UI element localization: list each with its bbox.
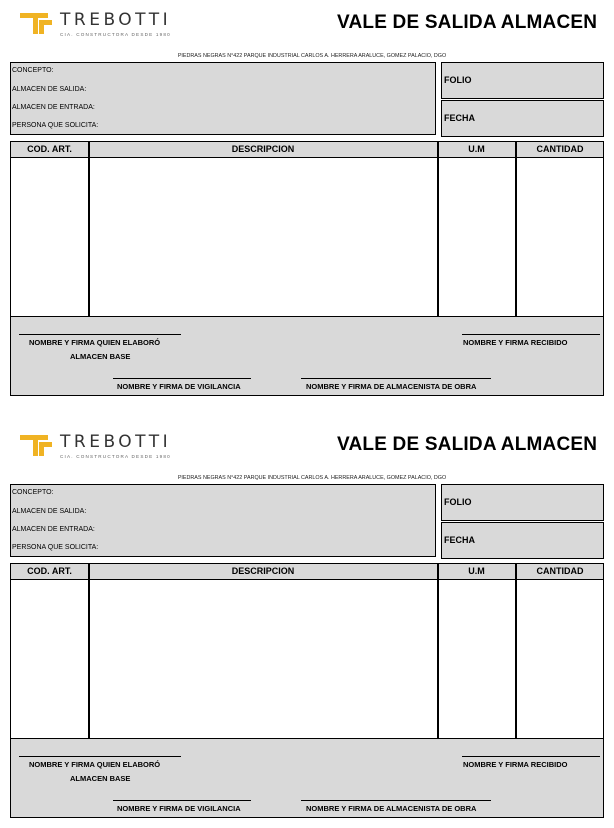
- field-concepto[interactable]: CONCEPTO:: [12, 67, 54, 74]
- request-info-box: [10, 484, 436, 557]
- header-cod-art: COD. ART.: [27, 566, 72, 576]
- field-almacen-salida[interactable]: ALMACEN DE SALIDA:: [12, 86, 87, 93]
- company-logo: [20, 432, 210, 462]
- signature-line-elaboro[interactable]: [19, 334, 181, 335]
- logo-tagline: CIA. CONSTRUCTORA DESDE 1980: [60, 454, 171, 459]
- folio-label: FOLIO: [444, 75, 472, 85]
- document-title: VALE DE SALIDA ALMACEN: [337, 434, 598, 455]
- logo-wordmark: TREBOTTI: [60, 432, 172, 452]
- folio-box[interactable]: [441, 62, 604, 99]
- field-concepto[interactable]: CONCEPTO:: [12, 489, 54, 496]
- header-descripcion: DESCRIPCION: [231, 566, 295, 576]
- signature-label-almacenista-obra: NOMBRE Y FIRMA DE ALMACENISTA DE OBRA: [306, 382, 477, 391]
- column-divider: [515, 564, 517, 738]
- field-almacen-salida[interactable]: ALMACEN DE SALIDA:: [12, 508, 87, 515]
- trebotti-logo-mark-icon: [20, 432, 52, 456]
- signature-line-almacenista-obra[interactable]: [301, 378, 491, 379]
- signature-label-vigilancia: NOMBRE Y FIRMA DE VIGILANCIA: [117, 382, 241, 391]
- column-divider: [515, 142, 517, 316]
- signature-label-almacen-base: ALMACEN BASE: [70, 774, 131, 783]
- company-address: PIEDRAS NEGRAS N°422 PARQUE INDUSTRIAL CARLOS A. HERRERA ARALUCE, GOMEZ PALACIO, DGO: [177, 53, 447, 59]
- header-um: U.M: [468, 144, 485, 154]
- signature-area: [10, 317, 604, 396]
- signature-area: [10, 739, 604, 818]
- field-persona-solicita[interactable]: PERSONA QUE SOLICITA:: [12, 544, 99, 551]
- company-logo: [20, 10, 210, 40]
- items-table[interactable]: [10, 563, 604, 739]
- column-divider: [437, 142, 439, 316]
- warehouse-voucher: [0, 6, 614, 406]
- fecha-box[interactable]: [441, 100, 604, 137]
- signature-label-almacenista-obra: NOMBRE Y FIRMA DE ALMACENISTA DE OBRA: [306, 804, 477, 813]
- fecha-box[interactable]: [441, 522, 604, 559]
- fecha-label: FECHA: [444, 113, 475, 123]
- signature-label-elaboro: NOMBRE Y FIRMA QUIEN ELABORÓ: [29, 338, 161, 347]
- field-almacen-entrada[interactable]: ALMACEN DE ENTRADA:: [12, 104, 95, 111]
- trebotti-logo-mark-icon: [20, 10, 52, 34]
- signature-line-recibido[interactable]: [462, 756, 600, 757]
- logo-tagline: CIA. CONSTRUCTORA DESDE 1980: [60, 32, 171, 37]
- header-cantidad: CANTIDAD: [536, 566, 584, 576]
- signature-line-recibido[interactable]: [462, 334, 600, 335]
- company-address: PIEDRAS NEGRAS N°422 PARQUE INDUSTRIAL CARLOS A. HERRERA ARALUCE, GOMEZ PALACIO, DGO: [177, 475, 447, 481]
- header-um: U.M: [468, 566, 485, 576]
- field-persona-solicita[interactable]: PERSONA QUE SOLICITA:: [12, 122, 99, 129]
- signature-label-recibido: NOMBRE Y FIRMA RECIBIDO: [463, 760, 568, 769]
- field-almacen-entrada[interactable]: ALMACEN DE ENTRADA:: [12, 526, 95, 533]
- header-cod-art: COD. ART.: [27, 144, 72, 154]
- signature-line-almacenista-obra[interactable]: [301, 800, 491, 801]
- column-divider: [88, 564, 90, 738]
- warehouse-voucher: [0, 428, 614, 828]
- column-divider: [437, 564, 439, 738]
- header-descripcion: DESCRIPCION: [231, 144, 295, 154]
- folio-box[interactable]: [441, 484, 604, 521]
- folio-label: FOLIO: [444, 497, 472, 507]
- header-cantidad: CANTIDAD: [536, 144, 584, 154]
- signature-label-recibido: NOMBRE Y FIRMA RECIBIDO: [463, 338, 568, 347]
- items-table[interactable]: [10, 141, 604, 317]
- signature-label-vigilancia: NOMBRE Y FIRMA DE VIGILANCIA: [117, 804, 241, 813]
- signature-label-almacen-base: ALMACEN BASE: [70, 352, 131, 361]
- document-title: VALE DE SALIDA ALMACEN: [337, 12, 598, 33]
- signature-label-elaboro: NOMBRE Y FIRMA QUIEN ELABORÓ: [29, 760, 161, 769]
- signature-line-elaboro[interactable]: [19, 756, 181, 757]
- signature-line-vigilancia[interactable]: [113, 378, 251, 379]
- request-info-box: [10, 62, 436, 135]
- logo-wordmark: TREBOTTI: [60, 10, 172, 30]
- signature-line-vigilancia[interactable]: [113, 800, 251, 801]
- fecha-label: FECHA: [444, 535, 475, 545]
- column-divider: [88, 142, 90, 316]
